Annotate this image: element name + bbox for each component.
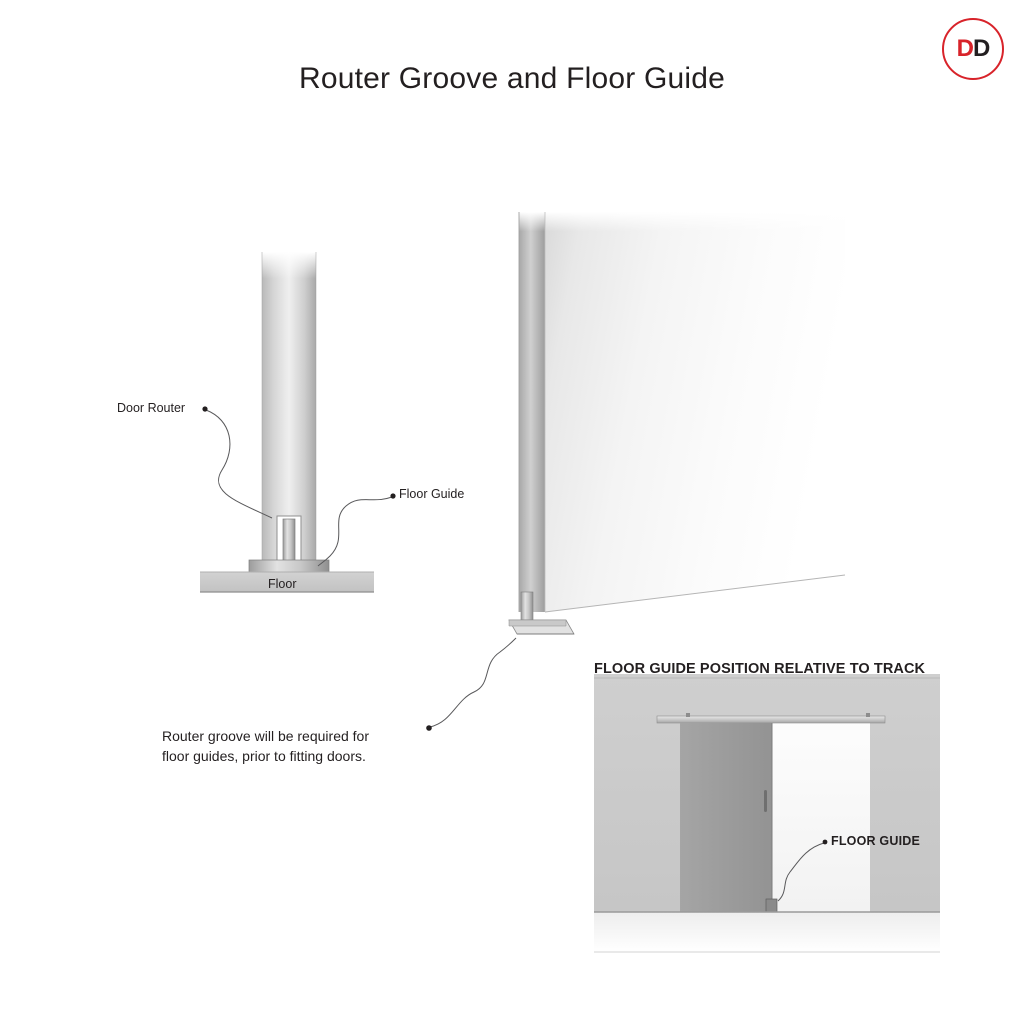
inset-title: FLOOR GUIDE POSITION RELATIVE TO TRACK xyxy=(594,661,926,677)
label-floor-guide: Floor Guide xyxy=(399,487,465,501)
logo-letter-one: D xyxy=(956,35,973,62)
inset-floor-guide-label: FLOOR GUIDE xyxy=(831,834,921,848)
logo-letter-two: D xyxy=(973,35,990,62)
inset-panel xyxy=(594,674,940,952)
page-title: Router Groove and Floor Guide xyxy=(298,62,726,95)
note-line-2: floor guides, prior to fitting doors. xyxy=(162,748,366,764)
note-line-1: Router groove will be required for xyxy=(162,728,369,744)
leader-door-router xyxy=(202,406,272,518)
leader-note xyxy=(426,638,516,731)
leader-floor-guide-left xyxy=(318,493,396,566)
perspective-door xyxy=(509,212,845,634)
label-floor: Floor xyxy=(268,577,297,591)
label-door-router: Door Router xyxy=(117,401,186,415)
door-cross-section xyxy=(200,252,374,592)
